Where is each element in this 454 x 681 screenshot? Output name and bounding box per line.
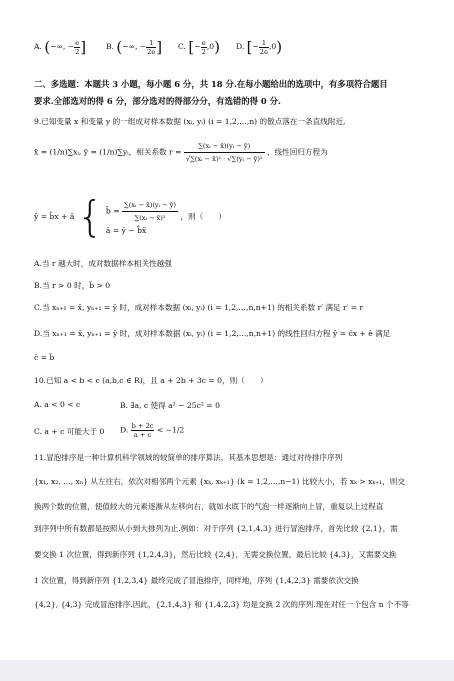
q9-after-r: ，线性回归方程为	[266, 147, 328, 157]
q9-option-c: C.当 xₙ₊₁ = x̄, yₙ₊₁ = ȳ 时，成对样本数据 (xᵢ, yᵢ) (i = 1,2,…,n,n+1) 的相关系数 r′ 满足 r′ = r	[34, 303, 364, 312]
q10-option-d-rest: < −1/2	[156, 425, 185, 435]
option-c-label: C.	[178, 42, 186, 51]
q9-r-fraction	[184, 140, 265, 165]
q10-option-a: A. a < 0 < c	[34, 400, 81, 409]
option-c: C. [− $\frac{e}{2}$ ,0)	[178, 38, 220, 56]
q9-regression-lhs: ŷ = b̂x + â	[34, 212, 75, 221]
left-brace: {	[76, 192, 104, 241]
option-a: A. (−∞, − $\frac{e}{2}$ ]	[34, 38, 87, 56]
frac-1-over-2e: $\frac{1}{2e}$	[147, 38, 156, 56]
q11-line6: 1 次位置，得到新序列 {1,2,3,4} 最终完成了冒泡排序，同样地，序列 {1,4,2,3} 需要依次交换	[34, 576, 359, 585]
q9-b-lhs: b̂ =	[105, 206, 120, 216]
q9-option-d-line2: ĉ = b̂	[34, 353, 55, 362]
q9-r-numerator: ∑(xᵢ − x̄)(yᵢ − ȳ)	[184, 140, 265, 153]
q10-option-d	[120, 422, 184, 439]
q9-means-and-r	[34, 140, 328, 165]
section2-line1: 二、多选题：本题共 3 小题，每小题 6 分，共 18 分.在每小题给出的选项中，有多项符合题目	[34, 79, 388, 89]
q9-b-numerator: ∑(xᵢ − x̄)(yᵢ − ȳ)	[122, 199, 178, 212]
option-d: D. [− $\frac{1}{2e}$ ,0)	[236, 38, 283, 56]
q10-option-d-fraction	[131, 422, 155, 439]
q10-option-b: B. ∃a, c 使得 a² − 25c² = 0	[120, 401, 220, 410]
q9-intro: 9.已知变量 x 和变量 y 的一组成对样本数据 (xᵢ, yᵢ) (i = 1,2,…,n) 的散点落在一条直线附近,	[34, 117, 346, 126]
option-d-label: D.	[236, 42, 245, 51]
q11-line7: {4,2}, {4,3} 完成冒泡排序.因此，{2,1,4,3} 和 {1,4,2,3} 均是交换 2 次的序列.现在对任一个包含 n 个不等	[34, 600, 409, 609]
q10-option-d-denominator: a + c	[133, 431, 152, 439]
q9-option-d-line1: D.当 xₙ₊₁ = x̄, yₙ₊₁ = ȳ 时，成对样本数据 (xᵢ, yᵢ) (i = 1,2,…,n,n+1) 的线性回归方程 ŷ = ĉx + ê 满足	[34, 329, 391, 338]
q9-system	[106, 199, 178, 235]
q9-a-line: â = ȳ − b̂x̄	[105, 226, 147, 235]
paren-open: (	[44, 38, 51, 56]
option-b: B. (−∞, − $\frac{1}{2e}$ ]	[106, 38, 163, 56]
q9-then: ，则（ ）	[180, 212, 226, 221]
q9-b-fraction	[122, 199, 178, 224]
q11-line2: {x₁, x₂, …, xₙ} 从左往右，依次对相邻两个元素 {xₖ, xₖ₊₁} (k = 1,2,…,n−1) 比较大小，若 xₖ > xₖ₊₁，则交	[34, 477, 405, 486]
q11-line4: 到序列中所有数都是按照从小到大排列为止.例如：对于序列 {2,1,4,3} 进行冒泡排序，首先比较 {2,1}，需	[34, 524, 398, 533]
bracket-close: ]	[80, 38, 87, 56]
q9-option-a: A.当 r 越大时，成对数据样本相关性越强	[34, 259, 172, 268]
option-a-label: A.	[34, 42, 42, 51]
q9-means: x̄ = (1/n)∑xᵢ, ȳ = (1/n)∑yᵢ，相关系数 r =	[34, 147, 182, 157]
frac-e-over-2: $\frac{e}{2}$	[75, 38, 80, 56]
q9-r-denominator: √∑(xᵢ − x̄)² · √∑(yᵢ − ȳ)²	[185, 155, 263, 163]
section2-line2: 要求.全部选对的得 6 分，部分选对的得部分分，有选错的得 0 分.	[34, 96, 281, 106]
q10-option-d-numerator: b + 2c	[131, 422, 154, 430]
q10-option-c: C. a + c 可能大于 0	[34, 427, 105, 436]
option-b-label: B.	[106, 42, 114, 51]
q9-option-b: B.当 r > 0 时，b̂ > 0	[34, 281, 111, 290]
q10-stem: 10.已知 a < b < c (a,b,c ∈ R)，且 a + 2b + 3c = 0，则（ ）	[34, 376, 268, 385]
q9-regression	[34, 192, 226, 241]
q11-line5: 要交换 1 次位置，得到新序列 {1,2,4,3}，然后比较 {2,4}，无需交换位置，最后比较 {4,3}，又需要交换	[34, 550, 397, 559]
q11-line1: 11.冒泡排序是一种计算机科学领域的较简单的排序算法，其基本思想是：通过对待排序序列	[34, 453, 343, 462]
q11-line3: 换两个数的位置，使值较大的元素逐渐从左移向右，就如水底下的气泡一样逐渐向上冒，重复以上过程直	[34, 502, 384, 511]
q9-b-denominator: ∑(xᵢ − x̄)²	[134, 214, 166, 222]
q10-option-d-label: D.	[120, 425, 129, 435]
